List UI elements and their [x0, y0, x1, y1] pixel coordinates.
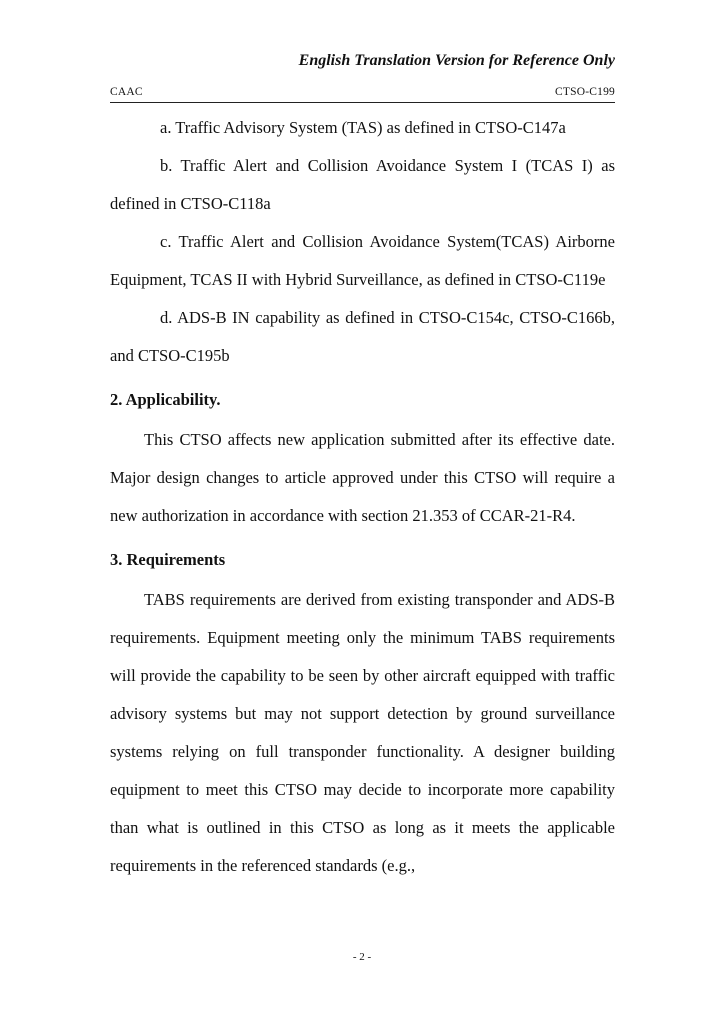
section-text-applicability: This CTSO affects new application submitted after its effective date. Major design changes to article approved under this CTSO will require a new authorization in accordance with section 21.353 of CCAR-21-R4.	[110, 430, 615, 525]
list-item-a: a. Traffic Advisory System (TAS) as defined in CTSO-C147a	[160, 118, 566, 137]
list-item-d: d. ADS-B IN capability as defined in CTSO-C154c, CTSO-C166b, and CTSO-C195b	[110, 308, 615, 365]
translation-banner: English Translation Version for Reference Only	[298, 52, 615, 69]
list-item-b: b. Traffic Alert and Collision Avoidance System I (TCAS I) as defined in CTSO-C118a	[110, 156, 615, 213]
header-organization: CAAC	[110, 86, 143, 98]
header-divider	[110, 102, 615, 103]
section-text-requirements: TABS requirements are derived from existing transponder and ADS-B requirements. Equipment meeting only the minimum TABS requirements will provide the capability to be seen by other aircraft equipped with traffic advisory systems but may not support detection by ground surveillance systems relying on full transponder functionality. A designer building equipment to meet this CTSO may decide to incorporate more capability than what is outlined in this CTSO as long as it meets the applicable requirements in the referenced standards (e.g.,	[110, 590, 615, 875]
section-heading-requirements: 3. Requirements	[110, 550, 226, 569]
section-heading-applicability: 2. Applicability.	[110, 390, 221, 409]
page-number: - 2 -	[352, 951, 372, 963]
document-body	[110, 109, 615, 885]
list-item-c: c. Traffic Alert and Collision Avoidance System(TCAS) Airborne Equipment, TCAS II with Hybrid Surveillance, as defined in CTSO-C119e	[110, 232, 615, 289]
header-document-id: CTSO-C199	[555, 86, 615, 98]
